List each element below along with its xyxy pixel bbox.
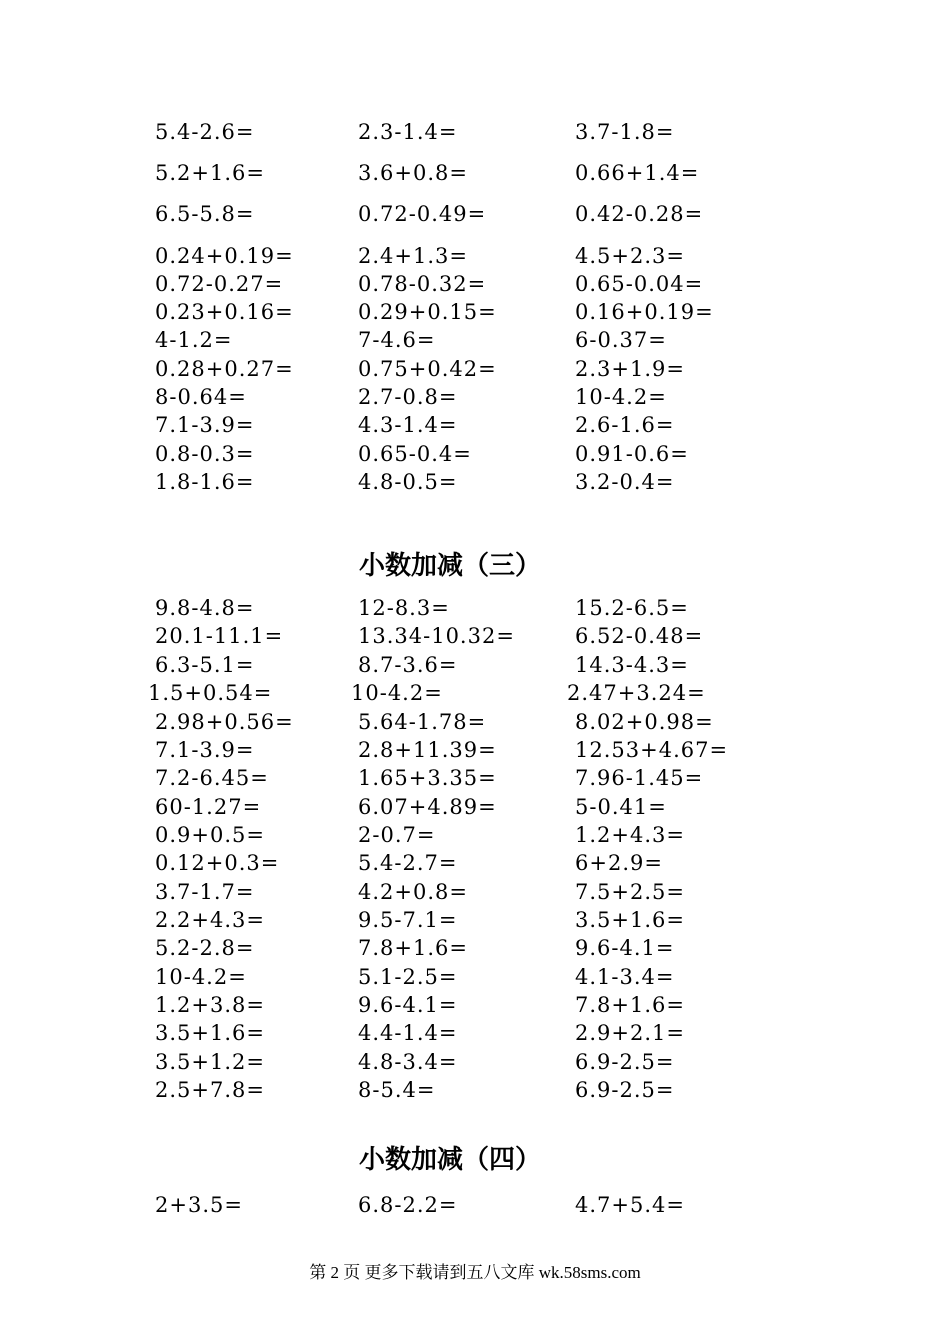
problem: 3.2-0.4= — [575, 470, 675, 494]
problem: 0.72-0.27= — [155, 272, 284, 296]
problem: 0.23+0.16= — [155, 300, 294, 324]
problem: 4.8-3.4= — [358, 1050, 458, 1074]
problem: 0.12+0.3= — [155, 851, 280, 875]
problem: 2.4+1.3= — [358, 244, 468, 268]
problem: 9.6-4.1= — [358, 993, 458, 1017]
problem-row — [0, 326, 950, 354]
problem-row — [0, 594, 950, 622]
problem-row — [0, 1019, 950, 1047]
section-heading: 小数加减（四） — [358, 1145, 541, 1175]
problem: 8.7-3.6= — [358, 653, 458, 677]
problem: 5.64-1.78= — [358, 710, 487, 734]
problem-row — [0, 622, 950, 650]
problem-row — [0, 159, 950, 187]
problem: 7.96-1.45= — [575, 766, 704, 790]
problem: 3.7-1.7= — [155, 880, 255, 904]
problem: 4.8-0.5= — [358, 470, 458, 494]
problem: 2+3.5= — [155, 1193, 243, 1217]
problem: 60-1.27= — [155, 795, 262, 819]
problem-row — [0, 906, 950, 934]
problem: 0.8-0.3= — [155, 442, 255, 466]
problem: 10-4.2= — [155, 965, 247, 989]
problem: 4-1.2= — [155, 328, 233, 352]
problem: 2.2+4.3= — [155, 908, 265, 932]
problem: 2.9+2.1= — [575, 1021, 685, 1045]
problem-row — [0, 355, 950, 383]
problem-row — [0, 383, 950, 411]
problem: 0.42-0.28= — [575, 202, 704, 226]
problem: 2.3+1.9= — [575, 357, 685, 381]
problem-row — [0, 963, 950, 991]
problem-row — [0, 440, 950, 468]
problem-row — [0, 200, 950, 228]
problem-row — [0, 934, 950, 962]
problem: 12-8.3= — [358, 596, 450, 620]
problem: 7.5+2.5= — [575, 880, 685, 904]
problem: 2-0.7= — [358, 823, 436, 847]
problem-row — [0, 764, 950, 792]
section-heading: 小数加减（三） — [358, 551, 541, 581]
problem: 2.47+3.24= — [567, 681, 706, 705]
problem: 6.9-2.5= — [575, 1078, 675, 1102]
problem: 6.8-2.2= — [358, 1193, 458, 1217]
problem: 3.5+1.6= — [575, 908, 685, 932]
problem: 0.65-0.4= — [358, 442, 472, 466]
problem: 6.3-5.1= — [155, 653, 255, 677]
problem-row — [0, 651, 950, 679]
problem: 1.8-1.6= — [155, 470, 255, 494]
problem: 7-4.6= — [358, 328, 436, 352]
problem: 7.1-3.9= — [155, 738, 255, 762]
page-footer: 第 2 页 更多下载请到五八文库 wk.58sms.com — [309, 1263, 641, 1282]
problem: 0.78-0.32= — [358, 272, 487, 296]
problem: 0.65-0.04= — [575, 272, 704, 296]
problem: 0.16+0.19= — [575, 300, 714, 324]
problem-row — [0, 242, 950, 270]
problem: 20.1-11.1= — [155, 624, 284, 648]
problem: 6-0.37= — [575, 328, 667, 352]
problem: 0.9+0.5= — [155, 823, 265, 847]
problem-row — [0, 991, 950, 1019]
problem: 4.1-3.4= — [575, 965, 675, 989]
problem-row — [0, 821, 950, 849]
problem: 7.8+1.6= — [358, 936, 468, 960]
problem: 5.2-2.8= — [155, 936, 255, 960]
problem: 0.29+0.15= — [358, 300, 497, 324]
problem: 2.6-1.6= — [575, 413, 675, 437]
problem: 8.02+0.98= — [575, 710, 714, 734]
problem: 0.91-0.6= — [575, 442, 689, 466]
problem: 2.5+7.8= — [155, 1078, 265, 1102]
problem: 13.34-10.32= — [358, 624, 515, 648]
problem: 7.8+1.6= — [575, 993, 685, 1017]
problem: 0.28+0.27= — [155, 357, 294, 381]
problem: 4.4-1.4= — [358, 1021, 458, 1045]
problem-row — [0, 1076, 950, 1104]
problem-row — [0, 298, 950, 326]
problem-row — [0, 270, 950, 298]
problem: 6.5-5.8= — [155, 202, 255, 226]
problem-row — [0, 849, 950, 877]
problem: 8-5.4= — [358, 1078, 436, 1102]
problem: 5.4-2.6= — [155, 120, 255, 144]
problem: 5.1-2.5= — [358, 965, 458, 989]
problem-row — [0, 118, 950, 146]
problem: 2.98+0.56= — [155, 710, 294, 734]
problem: 7.1-3.9= — [155, 413, 255, 437]
problem: 1.65+3.35= — [358, 766, 497, 790]
problem: 3.5+1.6= — [155, 1021, 265, 1045]
problem: 1.2+3.8= — [155, 993, 265, 1017]
problem: 0.24+0.19= — [155, 244, 294, 268]
problem: 10-4.2= — [351, 681, 443, 705]
problem-row — [0, 679, 950, 707]
problem: 10-4.2= — [575, 385, 667, 409]
problem: 14.3-4.3= — [575, 653, 689, 677]
problem-row — [0, 736, 950, 764]
problem: 0.66+1.4= — [575, 161, 700, 185]
problem: 6+2.9= — [575, 851, 663, 875]
problem: 8-0.64= — [155, 385, 247, 409]
problem: 4.3-1.4= — [358, 413, 458, 437]
problem: 2.7-0.8= — [358, 385, 458, 409]
problem: 2.8+11.39= — [358, 738, 497, 762]
problem: 5.2+1.6= — [155, 161, 265, 185]
problem: 5.4-2.7= — [358, 851, 458, 875]
problem: 3.5+1.2= — [155, 1050, 265, 1074]
problem: 4.7+5.4= — [575, 1193, 685, 1217]
problem-row — [0, 411, 950, 439]
problem: 3.7-1.8= — [575, 120, 675, 144]
problem: 3.6+0.8= — [358, 161, 468, 185]
problem: 9.6-4.1= — [575, 936, 675, 960]
problem-row — [0, 1048, 950, 1076]
problem-row — [0, 878, 950, 906]
problem: 4.2+0.8= — [358, 880, 468, 904]
problem: 1.5+0.54= — [148, 681, 273, 705]
problem: 12.53+4.67= — [575, 738, 729, 762]
problem: 0.72-0.49= — [358, 202, 487, 226]
problem: 7.2-6.45= — [155, 766, 269, 790]
problem: 9.5-7.1= — [358, 908, 458, 932]
problem: 5-0.41= — [575, 795, 667, 819]
problem: 9.8-4.8= — [155, 596, 255, 620]
problem: 4.5+2.3= — [575, 244, 685, 268]
problem: 2.3-1.4= — [358, 120, 458, 144]
problem: 15.2-6.5= — [575, 596, 689, 620]
problem-row — [0, 793, 950, 821]
problem: 1.2+4.3= — [575, 823, 685, 847]
problem-row — [0, 1191, 950, 1219]
problem: 6.07+4.89= — [358, 795, 497, 819]
problem-row — [0, 708, 950, 736]
problem: 6.52-0.48= — [575, 624, 704, 648]
problem-row — [0, 468, 950, 496]
problem: 6.9-2.5= — [575, 1050, 675, 1074]
problem: 0.75+0.42= — [358, 357, 497, 381]
